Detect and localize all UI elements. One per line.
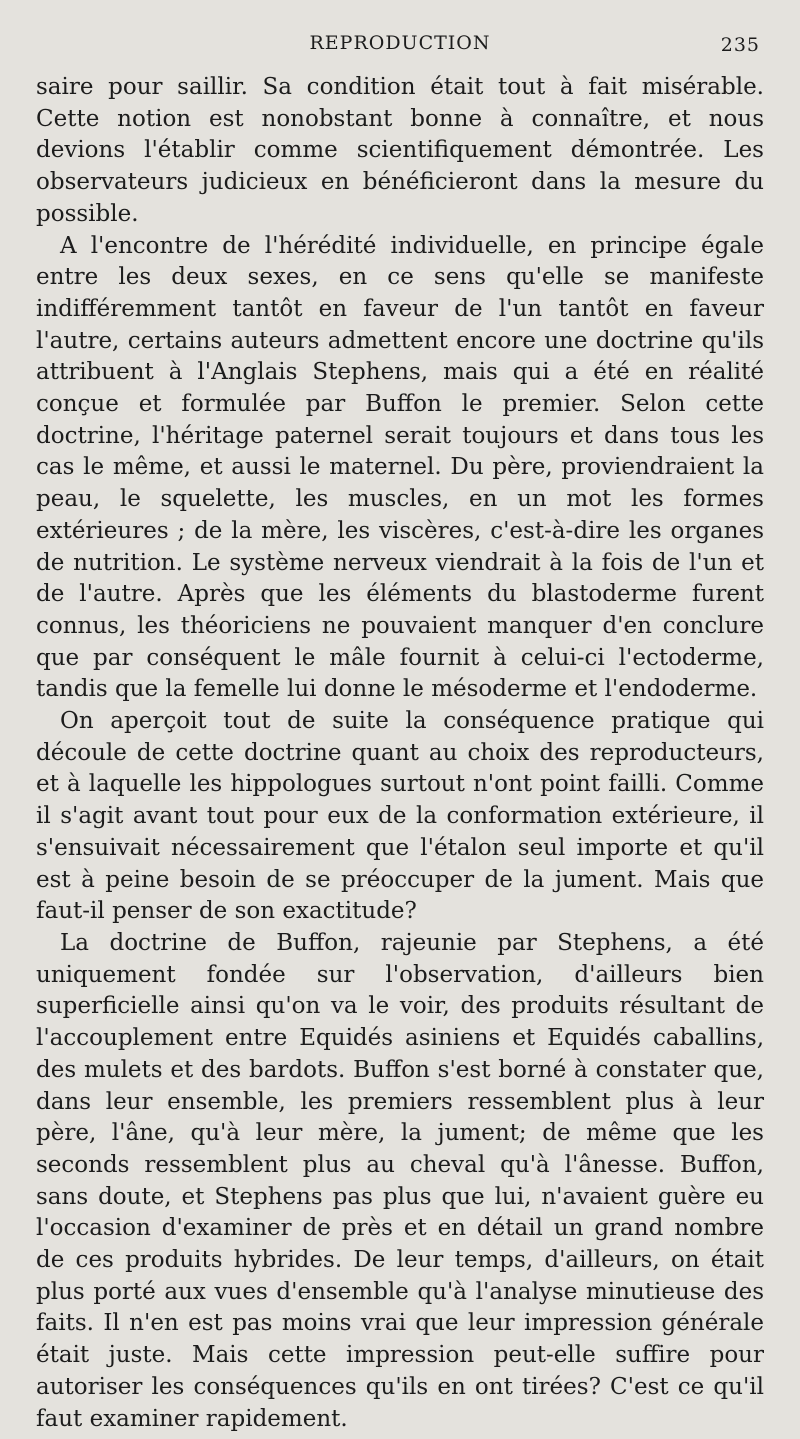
paragraph-consequence: On aperçoit tout de suite la conséquence pratique qui découle de cette doctrine quant au choix des reproducteurs, et à laquelle les hippologues surtout n'ont point failli. Comme il s'agit avant tout pour eux de la conformation extérieure, il s'ensuivait nécessairement que l'étalon seul importe et qu'il est à peine besoin de se préoccuper de la jument. Mais que faut-il penser de son exactitude? <box>36 708 764 925</box>
paragraph-heredite: A l'encontre de l'hérédité individuelle, en principe égale entre les deux sexes, en ce sens qu'elle se manifeste indifféremment tantôt en faveur de l'un tantôt en faveur l'autre, certains auteurs admettent encore une doctrine qu'ils attribuent à l'Anglais Stephens, mais qui a été en réalité conçue et formulée par Buffon le premier. Selon cette doctrine, l'héritage paternel serait toujours et dans tous les cas le même, et aussi le maternel. Du père, proviendraient la peau, le squelette, les muscles, en un mot les formes extérieures ; de la mère, les viscères, c'est-à-dire les organes de nutrition. Le système nerveux viendrait à la fois de l'un et de l'autre. Après que les éléments du blastoderme furent connus, les théoriciens ne pouvaient manquer d'en conclure que par conséquent le mâle fournit à celui-ci l'ectoderme, tandis que la femelle lui donne le mésoderme et l'endoderme. <box>36 232 764 703</box>
page-number: 235 <box>720 34 760 56</box>
page-header <box>0 30 800 60</box>
running-title: REPRODUCTION <box>309 32 491 54</box>
paragraph-continued: saire pour saillir. Sa condition était tout à fait misérable. Cette notion est nonobstant bonne à connaître, et nous devions l'établir comme scientifiquement démontrée. Les observateurs judicieux en bénéficieront dans la mesure du possible. <box>36 74 764 227</box>
body-text <box>36 72 764 1435</box>
paragraph-doctrine-buffon: La doctrine de Buffon, rajeunie par Stephens, a été uniquement fondée sur l'observation, d'ailleurs bien superficielle ainsi qu'on va le voir, des produits résultant de l'accouplement entre Equidés asiniens et Equidés caballins, des mulets et des bardots. Buffon s'est borné à constater que, dans leur ensemble, les premiers ressemblent plus à leur père, l'âne, qu'à leur mère, la jument; de même que les seconds ressemblent plus au cheval qu'à l'ânesse. Buffon, sans doute, et Stephens pas plus que lui, n'avaient guère eu l'occasion d'examiner de près et en détail un grand nombre de ces produits hybrides. De leur temps, d'ailleurs, on était plus porté aux vues d'ensemble qu'à l'analyse minutieuse des faits. Il n'en est pas moins vrai que leur impression générale était juste. Mais cette impression peut-elle suffire pour autoriser les conséquences qu'ils en ont tirées? C'est ce qu'il faut examiner rapidement. <box>36 929 764 1432</box>
